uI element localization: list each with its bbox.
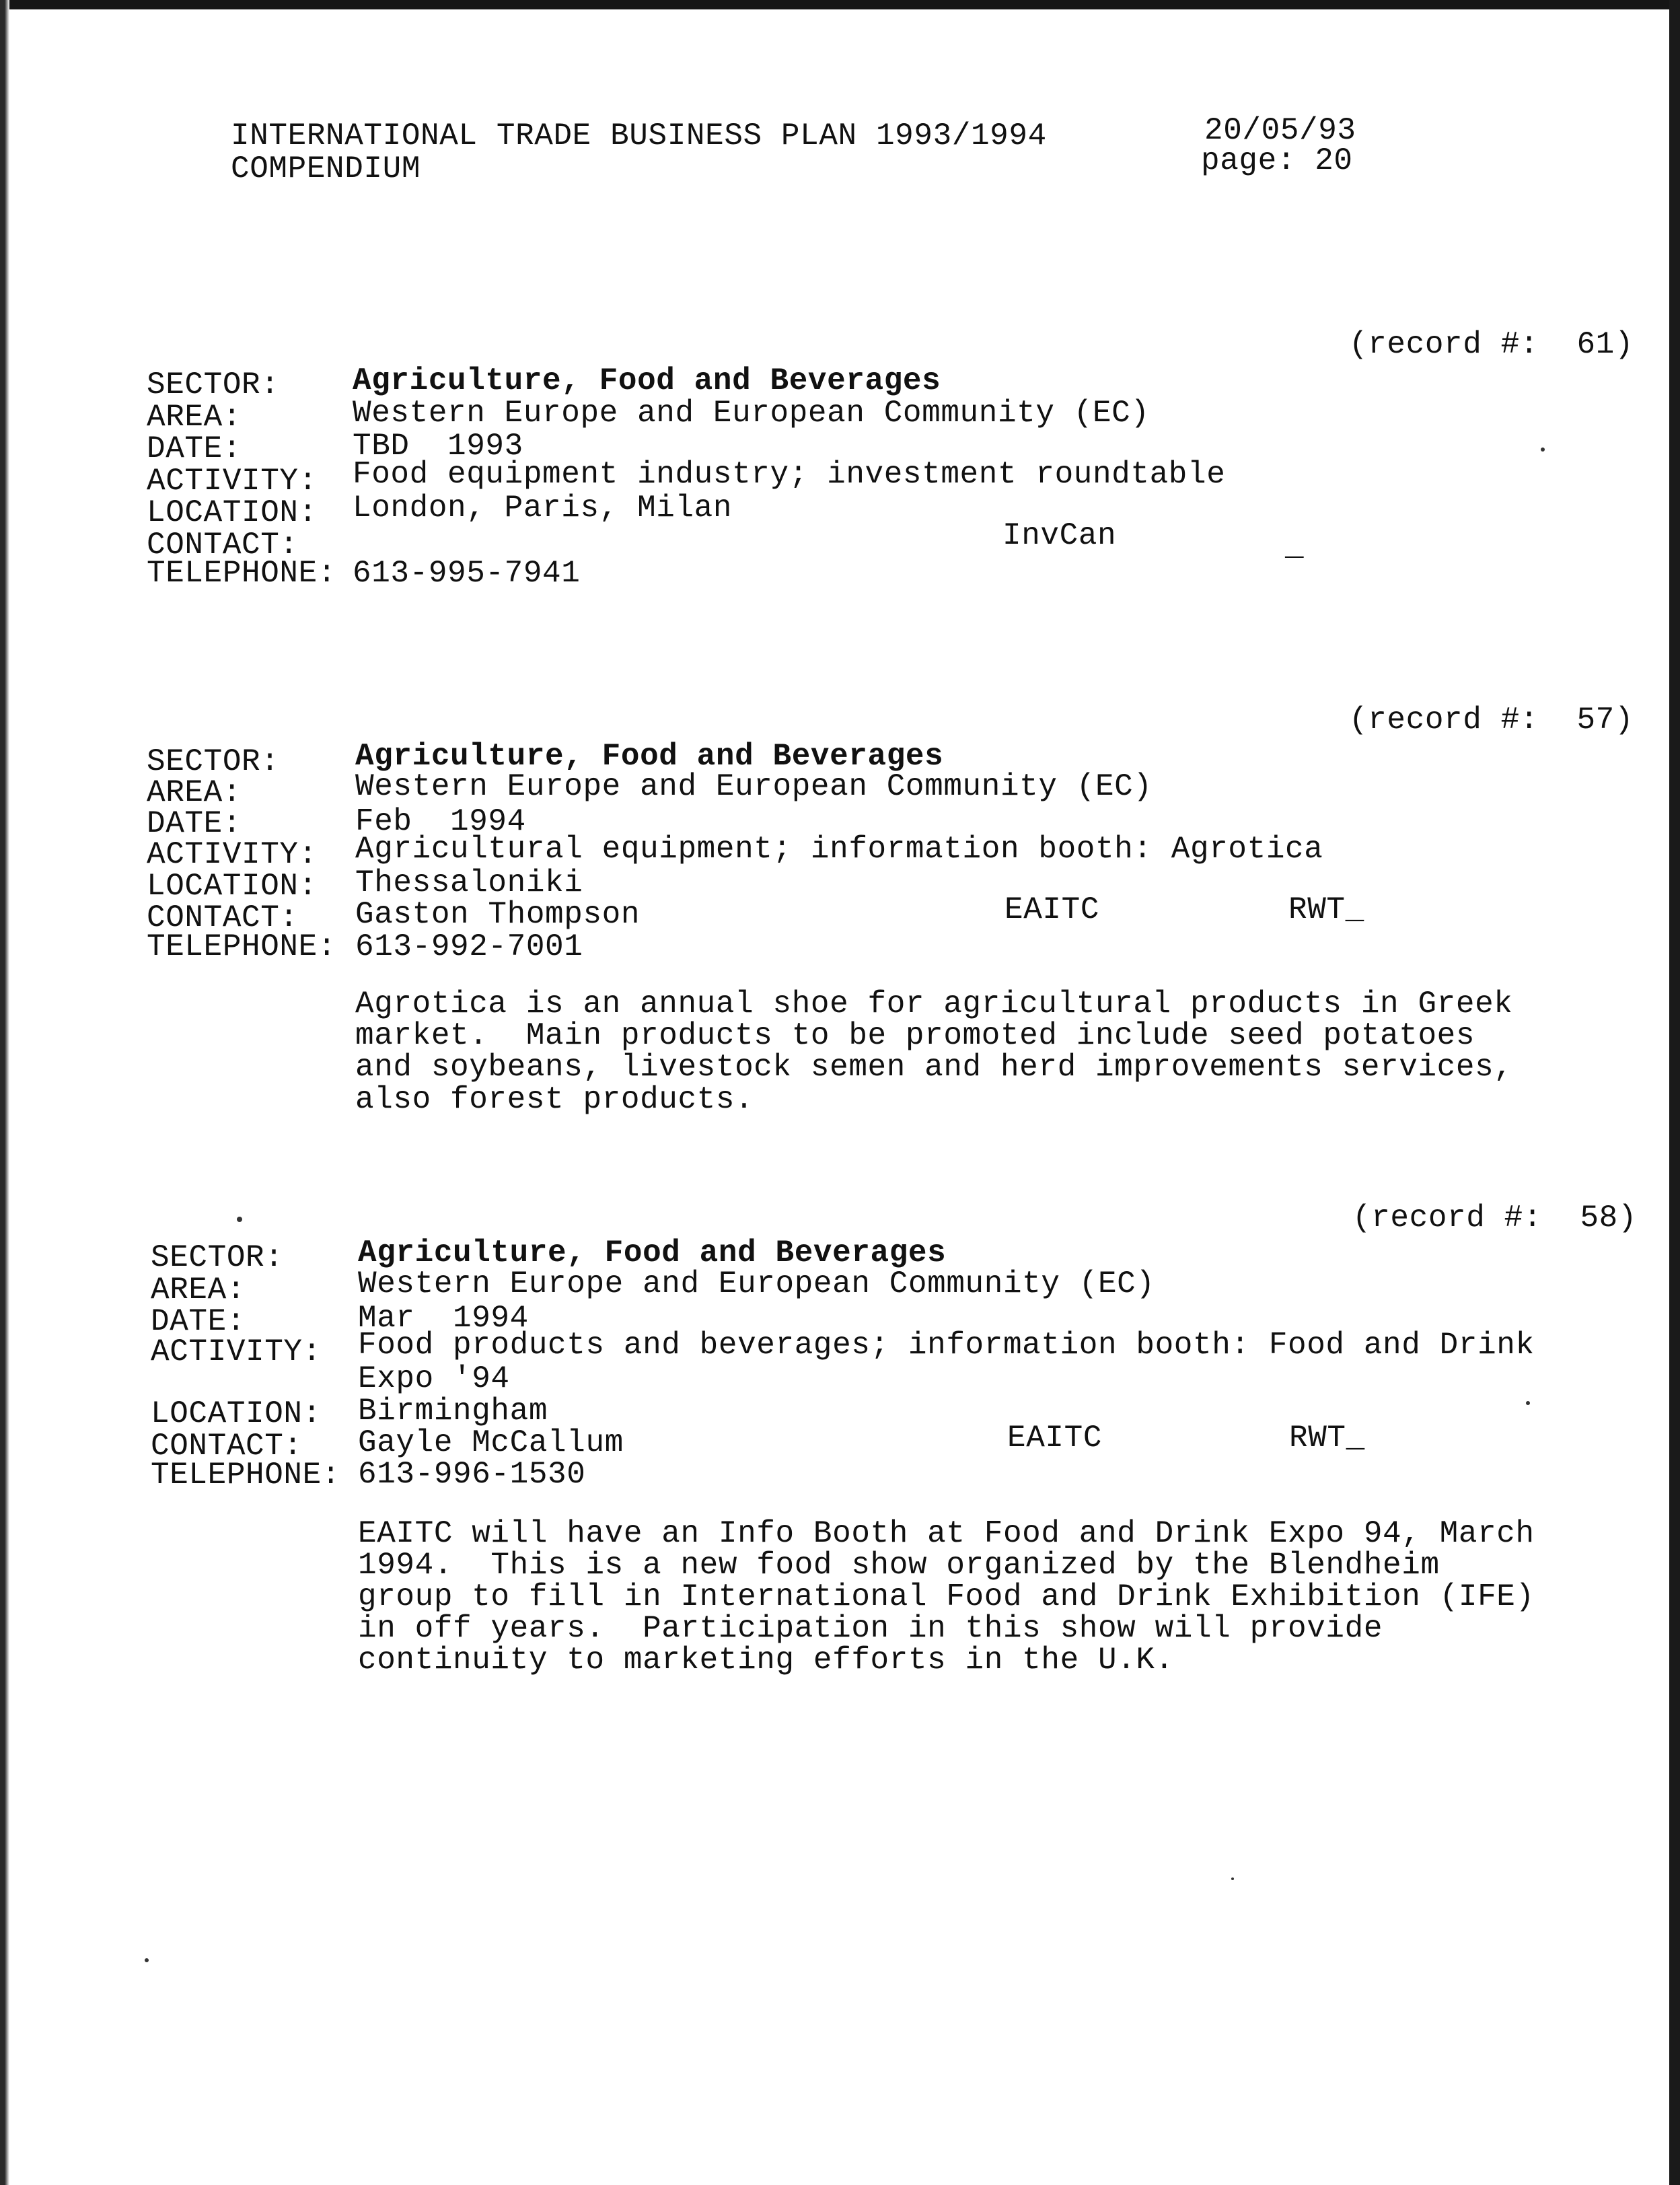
record-number: (record #: 57) — [1349, 703, 1634, 738]
record-note-line: 1994. This is a new food show organized by the Blendheim — [358, 1548, 1440, 1583]
telephone-value: 613-995-7941 — [353, 556, 581, 591]
contact-org: InvCan — [1002, 518, 1117, 553]
document-date: 20/05/93 — [1204, 113, 1356, 148]
record-note-line: in off years. Participation in this show will provide — [358, 1611, 1383, 1646]
record-note-line: Agrotica is an annual shoe for agricultural products in Greek — [355, 987, 1513, 1022]
sector-value: Agriculture, Food and Beverages — [358, 1235, 947, 1270]
area-value: Western Europe and European Community (EC) — [353, 396, 1150, 431]
record-note-line: EAITC will have an Info Booth at Food and Drink Expo 94, March — [358, 1516, 1535, 1551]
activity-continued: Expo '94 — [358, 1361, 510, 1396]
telephone-value: 613-992-7001 — [355, 929, 583, 964]
date-label: DATE: — [147, 806, 242, 841]
sector-value: Agriculture, Food and Beverages — [355, 739, 944, 774]
sector-label: SECTOR: — [151, 1240, 284, 1275]
record-note-line: continuity to marketing efforts in the U.K. — [358, 1643, 1174, 1678]
date-value: Mar 1994 — [358, 1301, 529, 1336]
sector-value: Agriculture, Food and Beverages — [353, 363, 941, 398]
scan-edge-left — [0, 0, 9, 2185]
contact-name: Gaston Thompson — [355, 897, 641, 932]
contact-label: CONTACT: — [147, 900, 299, 935]
activity-label: ACTIVITY: — [147, 837, 318, 872]
location-value: London, Paris, Milan — [353, 491, 733, 526]
scan-speck — [1231, 1877, 1234, 1880]
sector-label: SECTOR: — [147, 367, 280, 402]
record-number: (record #: 58) — [1352, 1201, 1638, 1235]
date-value: TBD 1993 — [353, 429, 523, 464]
date-label: DATE: — [147, 431, 242, 466]
telephone-value: 613-996-1530 — [358, 1457, 586, 1492]
location-value: Birmingham — [358, 1394, 548, 1429]
area-value: Western Europe and European Community (EC) — [355, 769, 1153, 804]
activity-label: ACTIVITY: — [147, 464, 318, 499]
scan-speck — [145, 1958, 149, 1962]
scan-speck — [1526, 1401, 1530, 1405]
activity-value: Food equipment industry; investment roundtable — [353, 457, 1226, 492]
contact-label: CONTACT: — [147, 528, 299, 563]
record-note-line: also forest products. — [355, 1082, 754, 1117]
record-note-line: and soybeans, livestock semen and herd improvements services, — [355, 1050, 1513, 1085]
contact-org: EAITC — [1007, 1421, 1103, 1456]
location-label: LOCATION: — [151, 1396, 322, 1431]
date-label: DATE: — [151, 1304, 246, 1339]
contact-code: _ — [1285, 529, 1305, 564]
location-label: LOCATION: — [147, 495, 318, 530]
scan-speck — [1541, 447, 1545, 452]
area-label: AREA: — [151, 1273, 246, 1308]
location-label: LOCATION: — [147, 869, 318, 904]
contact-name: Gayle McCallum — [358, 1425, 624, 1460]
record-note-line: market. Main products to be promoted include seed potatoes — [355, 1018, 1475, 1053]
page-number: page: 20 — [1201, 143, 1353, 178]
sector-label: SECTOR: — [147, 744, 280, 779]
contact-code: RWT_ — [1288, 892, 1364, 927]
scan-edge-right — [1669, 0, 1680, 2185]
activity-value: Agricultural equipment; information booth: Agrotica — [355, 832, 1323, 867]
document-title: INTERNATIONAL TRADE BUSINESS PLAN 1993/1994 — [231, 118, 1047, 153]
activity-label: ACTIVITY: — [151, 1334, 322, 1369]
activity-value: Food products and beverages; information booth: Food and Drink — [358, 1328, 1535, 1363]
scan-speck — [237, 1217, 242, 1222]
area-value: Western Europe and European Community (EC) — [358, 1266, 1155, 1301]
document-subtitle: COMPENDIUM — [231, 151, 421, 186]
contact-org: EAITC — [1005, 892, 1100, 927]
record-note-line: group to fill in International Food and Drink Exhibition (IFE) — [358, 1579, 1535, 1614]
telephone-label: TELEPHONE: — [147, 556, 337, 591]
date-value: Feb 1994 — [355, 804, 526, 839]
telephone-label: TELEPHONE: — [147, 929, 337, 964]
area-label: AREA: — [147, 775, 242, 810]
contact-code: RWT_ — [1289, 1421, 1365, 1456]
scan-edge-top — [0, 0, 1680, 9]
contact-label: CONTACT: — [151, 1429, 303, 1464]
area-label: AREA: — [147, 400, 242, 435]
location-value: Thessaloniki — [355, 865, 583, 900]
record-number: (record #: 61) — [1349, 327, 1634, 362]
telephone-label: TELEPHONE: — [151, 1458, 341, 1493]
